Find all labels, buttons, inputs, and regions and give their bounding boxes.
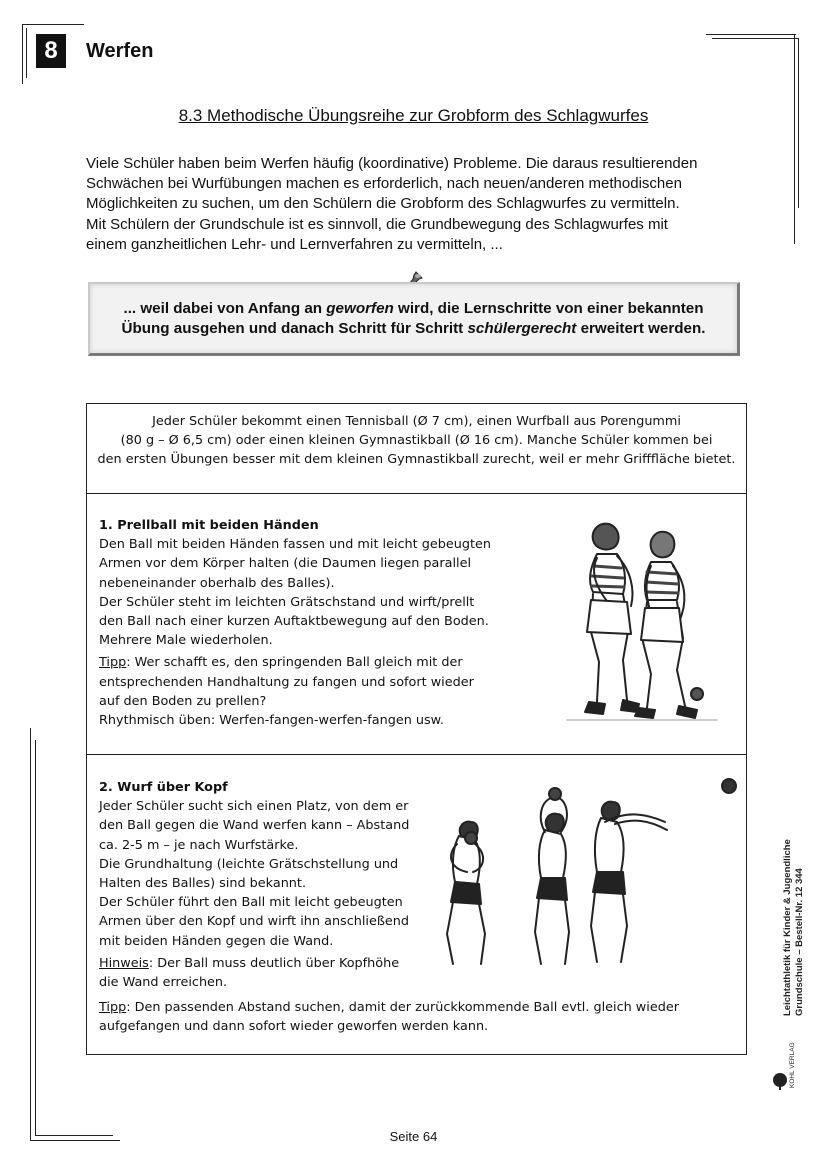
hint-label: Hinweis [99, 955, 149, 971]
exercise-2-tip [99, 998, 739, 1036]
frame-line-top-left-v [22, 24, 23, 84]
exercise-2-line: Jeder Schüler sucht sich einen Platz, von dem er [99, 799, 409, 815]
equipment-line: Jeder Schüler bekommt einen Tennisball (Ø 7 cm), einen Wurfball aus Porengummi [152, 414, 681, 429]
highlight-text: erweitert werden. [576, 319, 706, 337]
exercise-1-line: Armen vor dem Körper halten (die Daumen liegen parallel [99, 556, 472, 572]
exercise-table [86, 403, 747, 1055]
row-divider [87, 493, 746, 494]
frame-line-top-right-h [706, 34, 796, 35]
exercise-1-line: Den Ball mit beiden Händen fassen und mit leicht gebeugten [99, 537, 491, 553]
bouncing-ball-illustration [547, 514, 727, 734]
frame-line-bottom-left-v [30, 728, 31, 1140]
intro-paragraph [86, 154, 756, 255]
exercise-1-line: Der Schüler steht im leichten Grätschstand und wirft/prellt [99, 594, 475, 610]
exercise-1-line: den Ball nach einer kurzen Auftaktbewegung auf den Boden. [99, 614, 489, 630]
publisher-sidebar [770, 838, 810, 1018]
highlight-emphasis: geworfen [326, 299, 394, 317]
section-title-text: 8.3 Methodische Übungsreihe zur Grobform des Schlagwurfes [178, 106, 649, 125]
highlight-box [88, 282, 740, 356]
exercise-2-line: Der Schüler führt den Ball mit leicht gebeugten [99, 895, 403, 911]
tip-label: Tipp [99, 655, 127, 671]
logo-tree-icon [773, 1073, 787, 1087]
frame-line-top-right-v [794, 34, 795, 244]
exercise-1-text [99, 516, 519, 730]
page-number: Seite 64 [389, 1129, 438, 1144]
exercise-2-line: Halten des Balles) sind bekannt. [99, 876, 307, 892]
highlight-text: Übung ausgehen und danach Schritt für Schritt [121, 319, 468, 337]
frame-line-top-right-h2 [712, 38, 798, 39]
equipment-note [87, 412, 746, 470]
intro-line: einem ganzheitlichen Lehr- und Lernverfahren zu vermitteln, ... [86, 235, 503, 253]
exercise-2-line: den Ball gegen die Wand werfen kann – Abstand [99, 818, 410, 834]
chapter-title: Werfen [86, 40, 154, 62]
exercise-2-hint-line: die Wand erreichen. [99, 975, 228, 991]
exercise-1-tip-line: entsprechenden Handhaltung zu fangen und sofort wieder [99, 674, 474, 690]
exercise-1-tip-line: Rhythmisch üben: Werfen-fangen-werfen-fangen usw. [99, 713, 445, 729]
highlight-line-1 [90, 299, 737, 319]
sidebar-line-2: Grundschule – Bestell-Nr. 12 344 [794, 868, 805, 1016]
frame-line-top-left-v2 [26, 28, 27, 78]
frame-line-bottom-left-v2 [35, 740, 36, 1135]
exercise-1-tip-line: auf den Boden zu prellen? [99, 693, 267, 709]
exercise-2-line: Die Grundhaltung (leichte Grätschstellung und [99, 856, 399, 872]
exercise-2-line: Armen über den Kopf und wirft ihn anschließend [99, 914, 410, 930]
sidebar-line-1: Leichtathletik für Kinder & Jugendliche [782, 839, 793, 1016]
highlight-emphasis: schülergerecht [467, 319, 577, 337]
exercise-2-text [99, 778, 439, 992]
tip-label: Tipp [99, 1000, 127, 1015]
highlight-text: wird, die Lernschritte von einer bekannten [393, 299, 704, 317]
exercise-1-tip [99, 653, 519, 672]
hint-text: : Der Ball muss deutlich über Kopfhöhe [148, 955, 400, 971]
exercise-1-title: 1. Prellball mit beiden Händen [99, 518, 319, 533]
frame-line-top-left-h [22, 24, 84, 25]
intro-line: Viele Schüler haben beim Werfen häufig (koordinative) Probleme. Die daraus resultierenden [86, 155, 698, 172]
exercise-2-line: ca. 2-5 m – je nach Wurfstärke. [99, 837, 299, 853]
equipment-line: (80 g – Ø 6,5 cm) oder einen kleinen Gymnastikball (Ø 16 cm). Manche Schüler kommen bei [120, 433, 713, 449]
publisher-logo [768, 1030, 802, 1092]
row-divider [87, 754, 746, 755]
equipment-line: den ersten Übungen besser mit dem kleinen Gymnastikball zurecht, weil er mehr Grifffläche bietet. [97, 452, 736, 468]
exercise-1-line: nebeneinander oberhalb des Balles). [99, 575, 335, 591]
exercise-2-tip-line [99, 998, 739, 1017]
highlight-line-2 [90, 319, 737, 339]
intro-line: Mit Schülern der Grundschule ist es sinnvoll, die Grundbewegung des Schlagwurfes mit [86, 215, 668, 233]
logo-text: KOHL VERLAG [789, 1042, 796, 1088]
exercise-2-hint [99, 954, 439, 973]
highlight-text: ... weil dabei von Anfang an [123, 299, 327, 317]
exercise-2-line: mit beiden Händen gegen die Wand. [99, 933, 334, 949]
intro-line: Schwächen bei Wurfübungen machen es erforderlich, nach neuen/anderen methodischen [86, 175, 682, 193]
intro-line: Möglichkeiten zu suchen, um den Schülern die Grobform des Schlagwurfes zu vermitteln. [86, 195, 680, 213]
exercise-2-title: 2. Wurf über Kopf [99, 780, 228, 795]
section-title [0, 106, 827, 126]
exercise-1-line: Mehrere Male wiederholen. [99, 633, 273, 649]
tip-text: : Den passenden Abstand suchen, damit der zurückkommende Ball evtl. gleich wieder [126, 1000, 679, 1015]
overhead-throw-illustration [437, 774, 747, 984]
exercise-2-tip-line: aufgefangen und dann sofort wieder geworfen werden kann. [99, 1019, 489, 1035]
tip-text: : Wer schafft es, den springenden Ball gleich mit der [126, 655, 463, 671]
chapter-number: 8 [36, 34, 66, 68]
